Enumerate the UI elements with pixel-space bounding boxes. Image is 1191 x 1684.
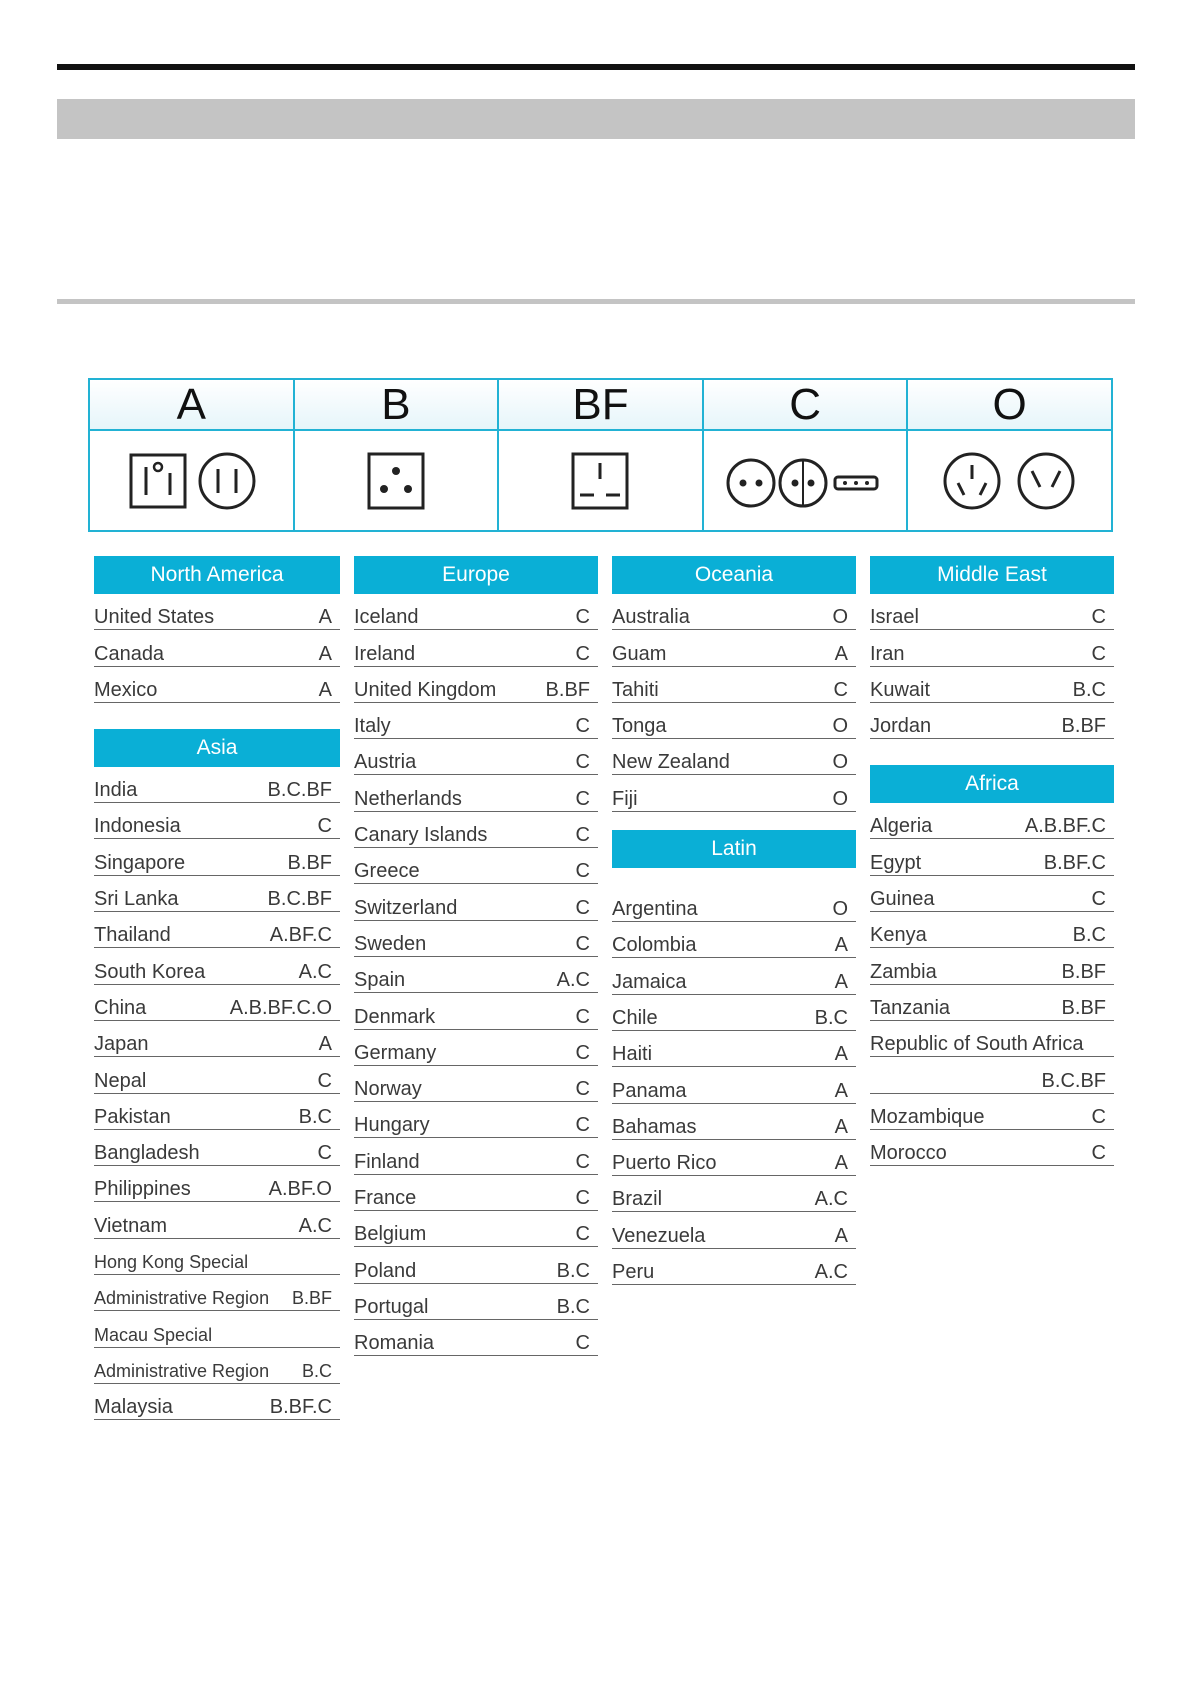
country-name: Nepal	[94, 1069, 147, 1092]
plug-types: C	[1091, 606, 1106, 629]
country-name: Tonga	[612, 715, 667, 738]
country-row	[94, 1384, 340, 1420]
country-row	[870, 876, 1114, 912]
country-name: Singapore	[94, 851, 186, 874]
plug-types: C	[575, 1150, 590, 1173]
country-row	[612, 922, 856, 958]
country-name: Guinea	[870, 888, 935, 911]
country-row	[94, 948, 340, 984]
plug-types: C	[575, 1187, 590, 1210]
plug-types: A.C	[298, 1214, 332, 1237]
country-row	[870, 985, 1114, 1021]
plug-types: B.C	[1072, 924, 1106, 947]
country-row	[94, 839, 340, 875]
region-header-north-america: North America	[94, 556, 340, 594]
country-row	[870, 1130, 1114, 1166]
region-header-middle-east: Middle East	[870, 556, 1114, 594]
country-row	[354, 921, 598, 957]
country-name: Mozambique	[870, 1105, 985, 1128]
country-name: Haiti	[612, 1043, 653, 1066]
country-row	[94, 1094, 340, 1130]
country-name: Algeria	[870, 815, 933, 838]
plug-types: B.C.BF	[267, 779, 332, 802]
country-row	[354, 1175, 598, 1211]
section-divider	[57, 299, 1135, 304]
country-row	[354, 848, 598, 884]
country-row	[94, 803, 340, 839]
region-header-europe: Europe	[354, 556, 598, 594]
region-list-north-america	[94, 594, 340, 703]
country-name: Indonesia	[94, 815, 181, 838]
plug-types: C	[833, 678, 848, 701]
plug-types: A	[318, 1033, 332, 1056]
country-name: Hong Kong Special	[94, 1252, 249, 1273]
plug-types: A.BF.O	[268, 1178, 332, 1201]
plug-types: A	[834, 1115, 848, 1138]
country-row	[612, 958, 856, 994]
country-name: Belgium	[354, 1223, 427, 1246]
plug-types: A.C	[556, 969, 590, 992]
country-row	[354, 993, 598, 1029]
country-row	[94, 876, 340, 912]
country-name: Venezuela	[612, 1224, 706, 1247]
country-name: Finland	[354, 1150, 420, 1173]
country-row	[354, 1030, 598, 1066]
plug-type-c-icon	[725, 451, 885, 511]
country-name: Australia	[612, 606, 690, 629]
country-name: Portugal	[354, 1295, 429, 1318]
country-row	[870, 667, 1114, 703]
region-list-europe	[354, 594, 598, 1356]
country-row	[870, 803, 1114, 839]
plug-types: A	[318, 678, 332, 701]
country-row	[354, 1247, 598, 1283]
plug-types: A	[834, 934, 848, 957]
plug-types: C	[575, 1078, 590, 1101]
plug-types: A.C	[298, 960, 332, 983]
region-header-oceania: Oceania	[612, 556, 856, 594]
plug-col-a	[90, 380, 295, 530]
country-row	[354, 594, 598, 630]
plug-types: C	[317, 1069, 332, 1092]
country-row	[94, 1348, 340, 1384]
plug-types: B.C.BF	[1041, 1069, 1106, 1092]
country-name: Jamaica	[612, 970, 687, 993]
plug-types: A	[834, 970, 848, 993]
plug-types: C	[575, 642, 590, 665]
country-name: United States	[94, 606, 215, 629]
plug-types: C	[317, 1142, 332, 1165]
country-row	[612, 1249, 856, 1285]
plug-types: C	[575, 824, 590, 847]
region-list-middle-east	[870, 594, 1114, 739]
country-name: United Kingdom	[354, 678, 497, 701]
country-name: Iran	[870, 642, 905, 665]
plug-types: C	[575, 1041, 590, 1064]
top-rule	[57, 64, 1135, 70]
country-row	[94, 1057, 340, 1093]
country-name: Mexico	[94, 678, 158, 701]
country-name: Fiji	[612, 787, 638, 810]
plug-types: A.B.BF.C	[1024, 815, 1106, 838]
plug-types: A.B.BF.C.O	[229, 996, 332, 1019]
country-name: Italy	[354, 715, 391, 738]
country-name: Tanzania	[870, 996, 951, 1019]
country-row	[354, 775, 598, 811]
plug-types: A	[834, 642, 848, 665]
country-row	[612, 703, 856, 739]
plug-types: C	[1091, 888, 1106, 911]
plug-type-label: A	[90, 380, 293, 431]
plug-types: B.BF	[291, 1288, 332, 1309]
plug-type-b-icon	[366, 451, 426, 511]
country-row	[354, 1211, 598, 1247]
country-name: Sri Lanka	[94, 888, 179, 911]
plug-col-b	[295, 380, 500, 530]
plug-types: A	[318, 642, 332, 665]
plug-type-label: C	[704, 380, 907, 431]
country-row	[612, 1104, 856, 1140]
country-name: Brazil	[612, 1188, 663, 1211]
plug-type-o-icon	[940, 449, 1080, 513]
country-row	[94, 1239, 340, 1275]
plug-types: C	[1091, 1105, 1106, 1128]
country-row	[94, 1021, 340, 1057]
country-name: Iceland	[354, 606, 419, 629]
country-name: Administrative Region	[94, 1360, 270, 1381]
country-name: Netherlands	[354, 787, 462, 810]
country-name: Ireland	[354, 642, 416, 665]
plug-types: A	[318, 606, 332, 629]
country-row	[94, 1130, 340, 1166]
country-row	[354, 957, 598, 993]
country-row	[612, 1140, 856, 1176]
plug-types: C	[575, 715, 590, 738]
country-name: Zambia	[870, 960, 937, 983]
country-row	[612, 995, 856, 1031]
plug-types: A	[834, 1079, 848, 1102]
country-name: Romania	[354, 1332, 435, 1355]
country-name: Canary Islands	[354, 824, 488, 847]
country-row	[870, 1057, 1114, 1093]
country-name: Chile	[612, 1006, 658, 1029]
plug-types: B.C	[814, 1006, 848, 1029]
country-name: India	[94, 779, 138, 802]
country-row	[354, 1320, 598, 1356]
plug-type-table	[88, 378, 1113, 532]
country-row	[870, 630, 1114, 666]
country-row	[354, 739, 598, 775]
country-row	[870, 1094, 1114, 1130]
plug-types: B.BF	[545, 678, 590, 701]
country-name: China	[94, 996, 147, 1019]
plug-types: C	[575, 1005, 590, 1028]
country-name: Philippines	[94, 1178, 191, 1201]
country-name: Bangladesh	[94, 1142, 200, 1165]
plug-types: B.BF	[287, 851, 332, 874]
country-row	[94, 667, 340, 703]
plug-types: O	[832, 606, 848, 629]
column-north-america-asia	[94, 556, 340, 1420]
plug-types: B.C	[298, 1105, 332, 1128]
plug-types: C	[575, 606, 590, 629]
country-name: Kuwait	[870, 678, 931, 701]
country-row	[94, 1166, 340, 1202]
country-row	[354, 630, 598, 666]
region-list-oceania	[612, 594, 856, 812]
plug-types: B.C	[301, 1360, 332, 1381]
country-name: Sweden	[354, 932, 427, 955]
country-row	[612, 1176, 856, 1212]
country-row	[354, 812, 598, 848]
plug-types: O	[832, 787, 848, 810]
country-row	[870, 839, 1114, 875]
country-name: Hungary	[354, 1114, 430, 1137]
country-name: Panama	[612, 1079, 687, 1102]
country-name: Switzerland	[354, 896, 458, 919]
country-row	[612, 1067, 856, 1103]
region-list-africa	[870, 803, 1114, 1166]
plug-types: C	[575, 1114, 590, 1137]
country-name: Malaysia	[94, 1396, 173, 1419]
plug-types: C	[575, 1332, 590, 1355]
plug-col-bf	[499, 380, 704, 530]
plug-types: C	[575, 787, 590, 810]
country-row	[354, 1284, 598, 1320]
country-row	[870, 594, 1114, 630]
plug-types: C	[1091, 642, 1106, 665]
plug-types: B.BF	[1061, 715, 1106, 738]
country-name: South Korea	[94, 960, 206, 983]
plug-types: B.BF	[1061, 996, 1106, 1019]
country-row	[870, 912, 1114, 948]
country-name: Denmark	[354, 1005, 436, 1028]
plug-type-label: B	[295, 380, 498, 431]
country-name: Thailand	[94, 924, 171, 947]
plug-types: C	[575, 932, 590, 955]
country-row	[94, 1202, 340, 1238]
country-row	[94, 594, 340, 630]
country-name: New Zealand	[612, 751, 730, 774]
country-row	[354, 667, 598, 703]
section-header-band	[57, 99, 1135, 139]
country-row	[354, 884, 598, 920]
country-name: Germany	[354, 1041, 437, 1064]
plug-types: C	[317, 815, 332, 838]
plug-type-a-icon	[121, 449, 261, 513]
plug-types: B.C	[556, 1259, 590, 1282]
country-name: Israel	[870, 606, 919, 629]
plug-types: C	[575, 751, 590, 774]
country-name: Norway	[354, 1078, 422, 1101]
plug-types: A	[834, 1152, 848, 1175]
plug-types: O	[832, 715, 848, 738]
country-row	[612, 594, 856, 630]
plug-types: A.C	[814, 1188, 848, 1211]
region-list-asia	[94, 767, 340, 1420]
country-row	[870, 948, 1114, 984]
country-name: Japan	[94, 1033, 149, 1056]
plug-types: B.C	[1072, 678, 1106, 701]
plug-types: C	[575, 896, 590, 919]
plug-col-c	[704, 380, 909, 530]
country-name: Puerto Rico	[612, 1152, 717, 1175]
country-name: Administrative Region	[94, 1288, 270, 1309]
country-row	[612, 886, 856, 922]
country-row	[870, 703, 1114, 739]
country-name: France	[354, 1187, 417, 1210]
country-name: Vietnam	[94, 1214, 168, 1237]
plug-type-bf-icon	[570, 451, 630, 511]
column-europe	[354, 556, 598, 1356]
country-name: Austria	[354, 751, 417, 774]
country-row	[612, 630, 856, 666]
plug-types: B.BF	[1061, 960, 1106, 983]
plug-types: C	[575, 1223, 590, 1246]
country-row	[94, 630, 340, 666]
country-row	[94, 985, 340, 1021]
plug-type-label: BF	[499, 380, 702, 431]
country-name: Jordan	[870, 715, 932, 738]
country-name: Pakistan	[94, 1105, 171, 1128]
country-name: Colombia	[612, 934, 697, 957]
plug-types: B.BF.C	[269, 1396, 332, 1419]
country-row	[94, 1275, 340, 1311]
country-row	[94, 912, 340, 948]
region-header-latin: Latin	[612, 830, 856, 868]
plug-types: B.C	[556, 1295, 590, 1318]
region-list-latin	[612, 886, 856, 1285]
region-header-africa: Africa	[870, 765, 1114, 803]
country-row	[94, 767, 340, 803]
country-name: Guam	[612, 642, 667, 665]
country-name: Egypt	[870, 851, 922, 874]
plug-types: C	[575, 860, 590, 883]
country-row	[354, 1138, 598, 1174]
country-row	[612, 775, 856, 811]
country-name: Tahiti	[612, 678, 659, 701]
country-name: Bahamas	[612, 1115, 697, 1138]
country-name: Peru	[612, 1261, 655, 1284]
plug-type-label: O	[908, 380, 1111, 431]
country-row	[354, 1102, 598, 1138]
plug-types: A.BF.C	[269, 924, 332, 947]
country-name: Kenya	[870, 924, 927, 947]
country-row	[612, 667, 856, 703]
region-header-asia: Asia	[94, 729, 340, 767]
column-middle-east-africa	[870, 556, 1114, 1166]
country-name: Republic of South Africa	[870, 1033, 1084, 1056]
country-row	[612, 739, 856, 775]
country-row	[94, 1311, 340, 1347]
plug-types: A	[834, 1043, 848, 1066]
column-oceania-latin	[612, 556, 856, 1285]
country-name: Macau Special	[94, 1324, 213, 1345]
plug-types: C	[1091, 1142, 1106, 1165]
plug-types: A.C	[814, 1261, 848, 1284]
country-row	[870, 1021, 1114, 1057]
plug-types: A	[834, 1224, 848, 1247]
country-row	[354, 1066, 598, 1102]
country-name: Canada	[94, 642, 165, 665]
plug-col-o	[908, 380, 1111, 530]
country-name: Morocco	[870, 1142, 947, 1165]
country-row	[354, 703, 598, 739]
plug-types: O	[832, 751, 848, 774]
country-name: Argentina	[612, 898, 698, 921]
plug-types: O	[832, 898, 848, 921]
plug-types: B.C.BF	[267, 888, 332, 911]
country-name: Greece	[354, 860, 420, 883]
country-row	[612, 1212, 856, 1248]
country-row	[612, 1031, 856, 1067]
country-name: Spain	[354, 969, 406, 992]
plug-types: B.BF.C	[1043, 851, 1106, 874]
country-name: Poland	[354, 1259, 417, 1282]
